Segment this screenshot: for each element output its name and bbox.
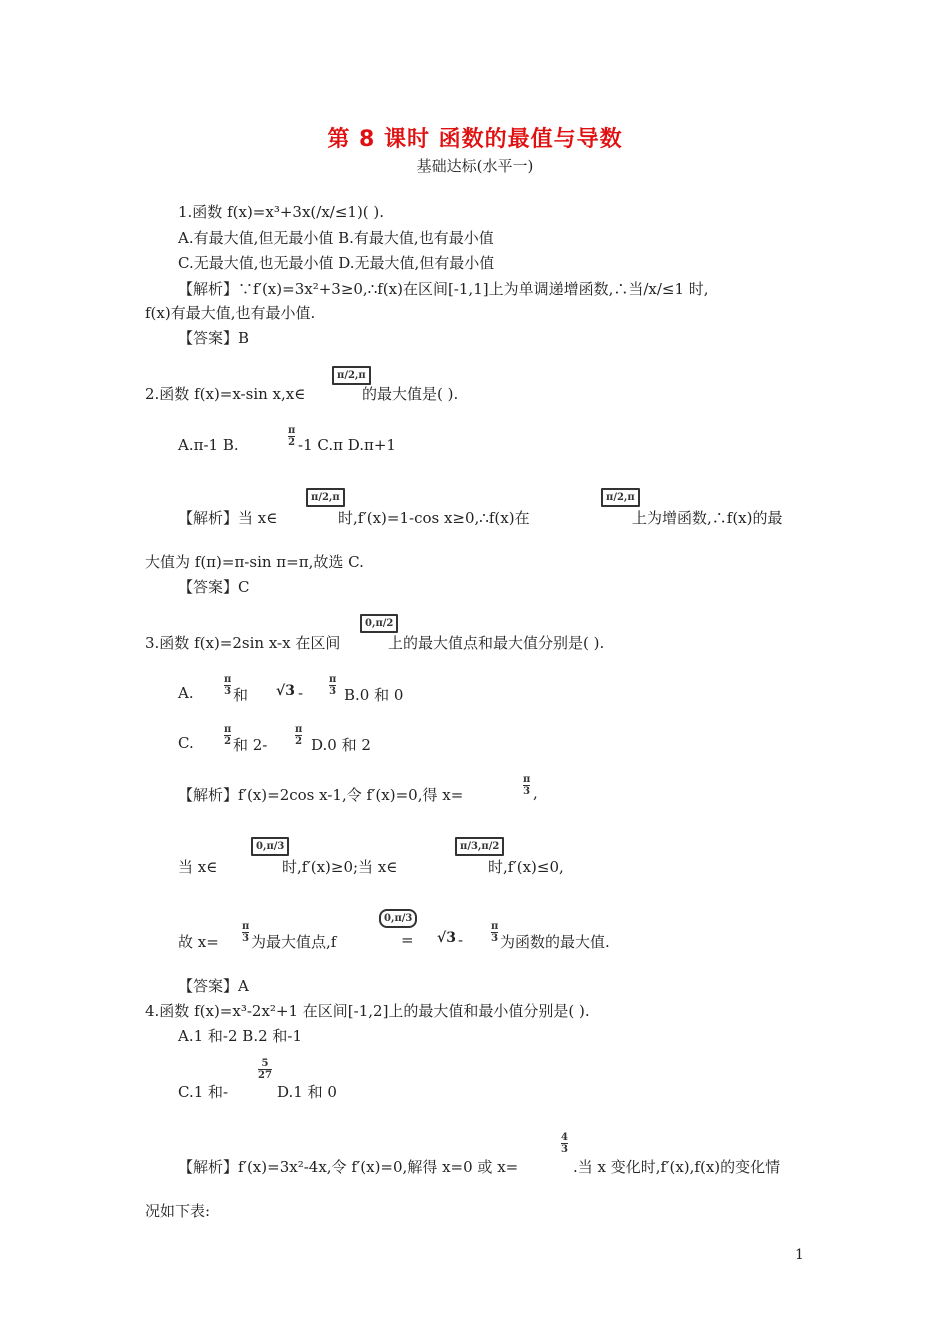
q3-solution-comma: , <box>533 784 538 802</box>
q2-option-a: A.π-1 B. <box>178 436 239 454</box>
fraction-numerator: π <box>224 674 232 685</box>
q1-options-cd: C.无最大值,也无最小值 D.无最大值,但有最小值 <box>178 254 495 272</box>
q3-option-c-mid: 和 2- <box>233 736 268 754</box>
q4-fraction-5-27 <box>258 1058 272 1081</box>
fraction-denominator: 3 <box>242 933 250 944</box>
q3-option-a-mid: 和 <box>233 686 249 704</box>
q3-sqrt3-a: √3 <box>276 683 295 699</box>
q2-solution-c: 上为增函数,∴f(x)的最 <box>632 509 783 527</box>
q3-solution-line3-a: 故 x= <box>178 933 219 951</box>
q3-solution-line2-b: 时,f′(x)≥0;当 x∈ <box>282 858 398 876</box>
q3-option-a-label: A. <box>178 684 194 702</box>
q2-solution-a: 【解析】当 x∈ <box>178 509 278 527</box>
q3-interval: 0,π/2 <box>360 614 398 633</box>
q1-options-ab: A.有最大值,但无最小值 B.有最大值,也有最小值 <box>178 229 494 247</box>
q3-option-b: B.0 和 0 <box>344 686 404 704</box>
q2-answer: 【答案】C <box>178 578 250 596</box>
fraction-denominator: 3 <box>561 1144 568 1155</box>
q2-stem-b: 的最大值是( ). <box>362 385 459 403</box>
fraction-numerator: π <box>523 774 531 785</box>
fraction-numerator: 4 <box>561 1132 568 1143</box>
fraction-denominator: 2 <box>224 736 232 747</box>
fraction-numerator: π <box>288 425 296 436</box>
q2-fraction <box>288 425 295 448</box>
fraction-numerator: π <box>491 921 499 932</box>
q4-solution-b: .当 x 变化时,f′(x),f(x)的变化情 <box>573 1158 781 1176</box>
q2-solution-interval-1: π/2,π <box>306 488 345 507</box>
q2-solution-b: 时,f′(x)=1-cos x≥0,∴f(x)在 <box>338 509 530 527</box>
q1-solution-line2: f(x)有最大值,也有最小值. <box>145 304 316 322</box>
page-title: 第 8 课时 函数的最值与导数 <box>327 127 623 152</box>
q3-sqrt3-b: √3 <box>437 930 456 946</box>
q4-options-ab: A.1 和-2 B.2 和-1 <box>178 1027 303 1045</box>
q4-fraction-4-3 <box>561 1132 568 1155</box>
fraction-denominator: 3 <box>329 686 337 697</box>
q3-fraction-c2 <box>295 724 302 747</box>
q3-answer: 【答案】A <box>178 977 249 995</box>
q3-interval-2: π/3,π/2 <box>455 837 504 856</box>
q3-solution-fraction-3 <box>491 921 498 944</box>
q2-stem-a: 2.函数 f(x)=x-sin x,x∈ <box>145 385 306 403</box>
q4-option-c: C.1 和- <box>178 1083 229 1101</box>
q1-stem: 1.函数 f(x)=x³+3x(/x/≤1)( ). <box>178 203 385 221</box>
q4-solution-a: 【解析】f′(x)=3x²-4x,令 f′(x)=0,解得 x=0 或 x= <box>178 1158 519 1176</box>
fraction-numerator: 5 <box>261 1058 269 1069</box>
q3-option-c-label: C. <box>178 734 194 752</box>
q3-solution-line3-c: 为函数的最大值. <box>500 933 610 951</box>
fraction-denominator: 27 <box>258 1070 272 1081</box>
q3-solution-fraction <box>523 774 530 797</box>
q2-solution-interval-2: π/2,π <box>601 488 640 507</box>
q3-stem-b: 上的最大值点和最大值分别是( ). <box>388 634 605 652</box>
q3-solution-line2-c: 时,f′(x)≤0, <box>488 858 564 876</box>
q3-fraction-a <box>224 674 231 697</box>
q3-interval-1: 0,π/3 <box>251 837 289 856</box>
q3-solution-line3-b: 为最大值点,f <box>251 933 337 951</box>
fraction-denominator: 3 <box>523 786 531 797</box>
q3-option-d: D.0 和 2 <box>311 736 371 754</box>
q2-solution-line2: 大值为 f(π)=π-sin π=π,故选 C. <box>145 553 364 571</box>
fraction-numerator: π <box>242 921 250 932</box>
q3-fraction-c <box>224 724 231 747</box>
q3-solution-fraction-2 <box>242 921 249 944</box>
q4-option-d: D.1 和 0 <box>277 1083 337 1101</box>
q2-interval: π/2,π <box>332 366 371 385</box>
q3-stem-a: 3.函数 f(x)=2sin x-x 在区间 <box>145 634 341 652</box>
fraction-numerator: π <box>295 724 303 735</box>
fraction-numerator: π <box>224 724 232 735</box>
q3-solution-line2-a: 当 x∈ <box>178 858 218 876</box>
q3-solution-line1: 【解析】f′(x)=2cos x-1,令 f′(x)=0,得 x= <box>178 786 464 804</box>
fraction-denominator: 3 <box>224 686 232 697</box>
fraction-denominator: 2 <box>288 437 296 448</box>
page-subtitle: 基础达标(水平一) <box>416 157 534 175</box>
q1-solution-line1: 【解析】∵f′(x)=3x²+3≥0,∴f(x)在区间[-1,1]上为单调递增函数,∴当/x/≤1 时, <box>178 280 709 298</box>
fraction-denominator: 3 <box>491 933 499 944</box>
fraction-denominator: 2 <box>295 736 303 747</box>
q3-dash-b: - <box>458 931 464 949</box>
q2-options-rest: -1 C.π D.π+1 <box>298 436 396 454</box>
q4-stem: 4.函数 f(x)=x³-2x²+1 在区间[-1,2]上的最大值和最小值分别是( ). <box>145 1002 590 1020</box>
q3-f-argument: 0,π/3 <box>379 909 417 928</box>
q1-answer: 【答案】B <box>178 329 250 347</box>
q3-fraction-a2 <box>329 674 336 697</box>
page-number: 1 <box>795 1247 804 1263</box>
q3-dash-a: - <box>298 684 304 702</box>
q4-solution-line2: 况如下表: <box>145 1202 211 1220</box>
fraction-numerator: π <box>329 674 337 685</box>
q3-equals: = <box>401 931 414 949</box>
